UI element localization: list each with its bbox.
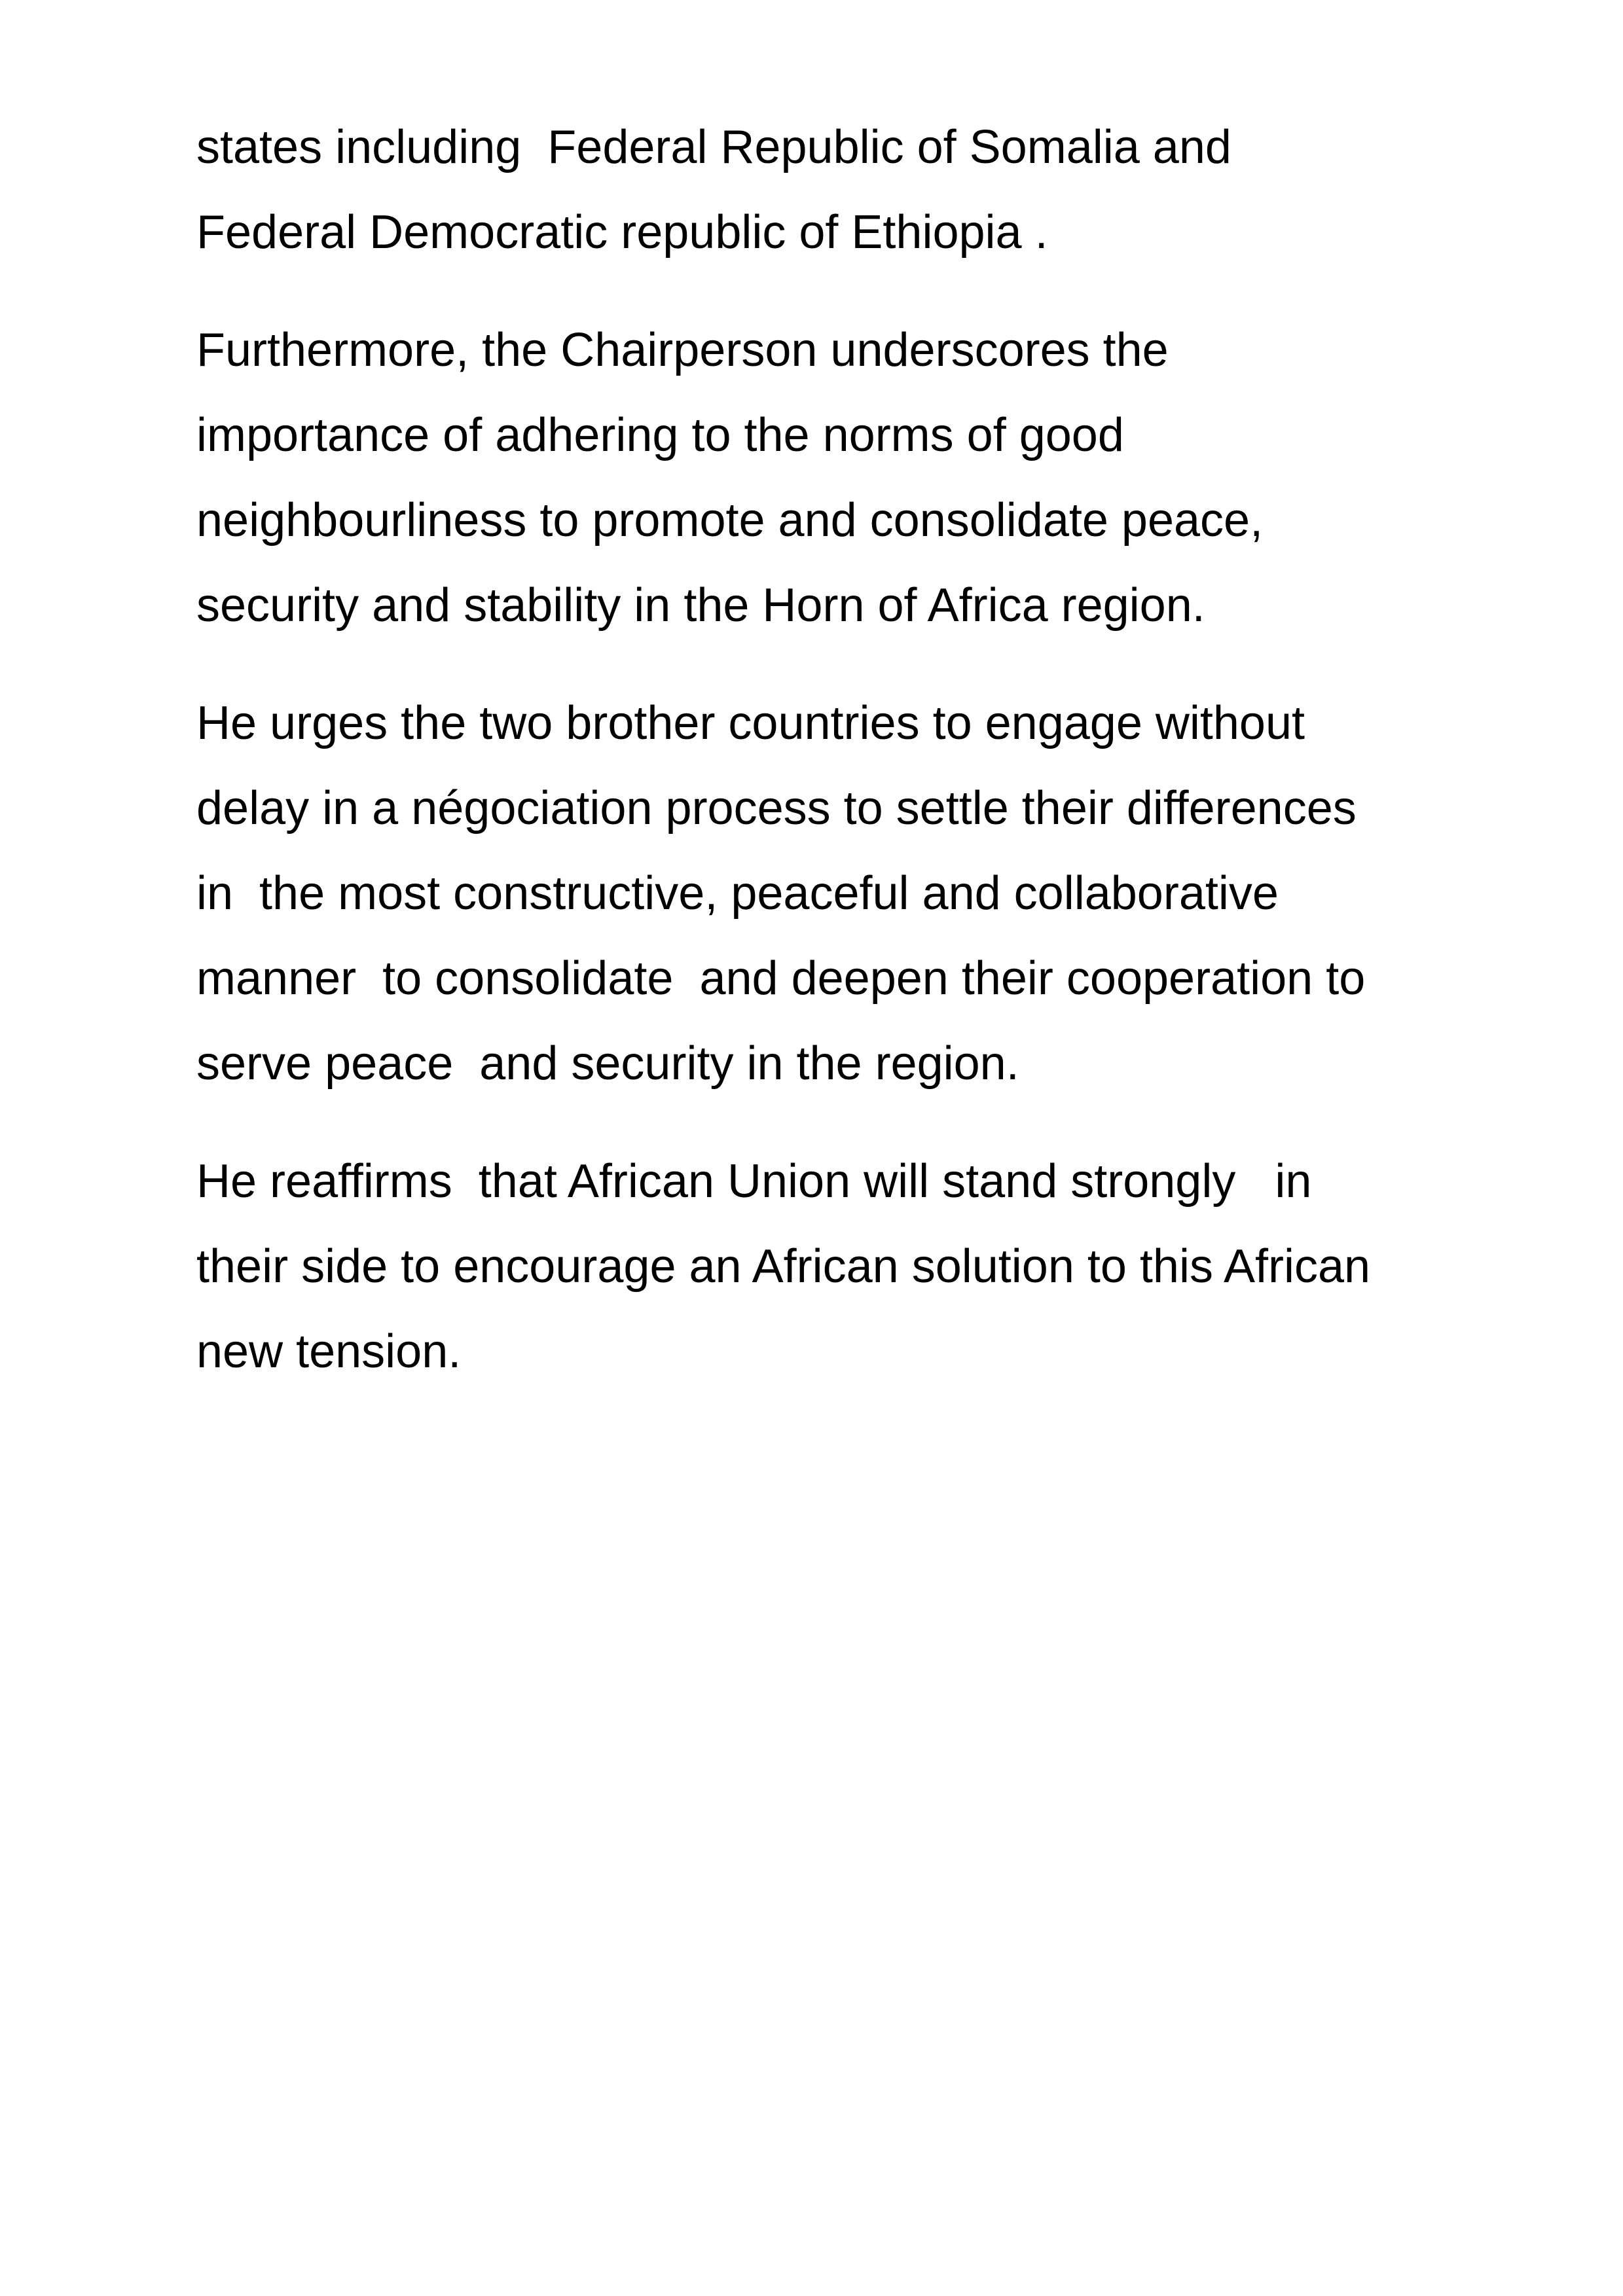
text-line: importance of adhering to the norms of good [196,409,1124,461]
text-line: manner to consolidate and deepen their cooperation to [196,952,1366,1005]
text-line: new tension. [196,1325,462,1378]
paragraph-negotiation [196,681,1480,1106]
text-line: delay in a négociation process to settle their differences [196,782,1357,834]
text-line: Federal Democratic republic of Ethiopia . [196,206,1048,259]
paragraph-states [196,105,1480,275]
document-body [196,105,1480,1427]
text-line: He urges the two brother countries to engage without [196,697,1305,749]
text-line: He reaffirms that African Union will stand strongly in [196,1155,1312,1208]
paragraph-good-neighbourliness [196,308,1480,648]
paragraph-african-union [196,1139,1480,1394]
text-line: their side to encourage an African solution to this African [196,1240,1371,1293]
text-line: in the most constructive, peaceful and collaborative [196,867,1279,920]
text-line: neighbourliness to promote and consolidate peace, [196,494,1264,547]
text-line: Furthermore, the Chairperson underscores the [196,324,1169,376]
text-line: states including Federal Republic of Somalia and [196,121,1231,173]
text-line: serve peace and security in the region. [196,1037,1019,1090]
text-line: security and stability in the Horn of Africa region. [196,579,1205,632]
